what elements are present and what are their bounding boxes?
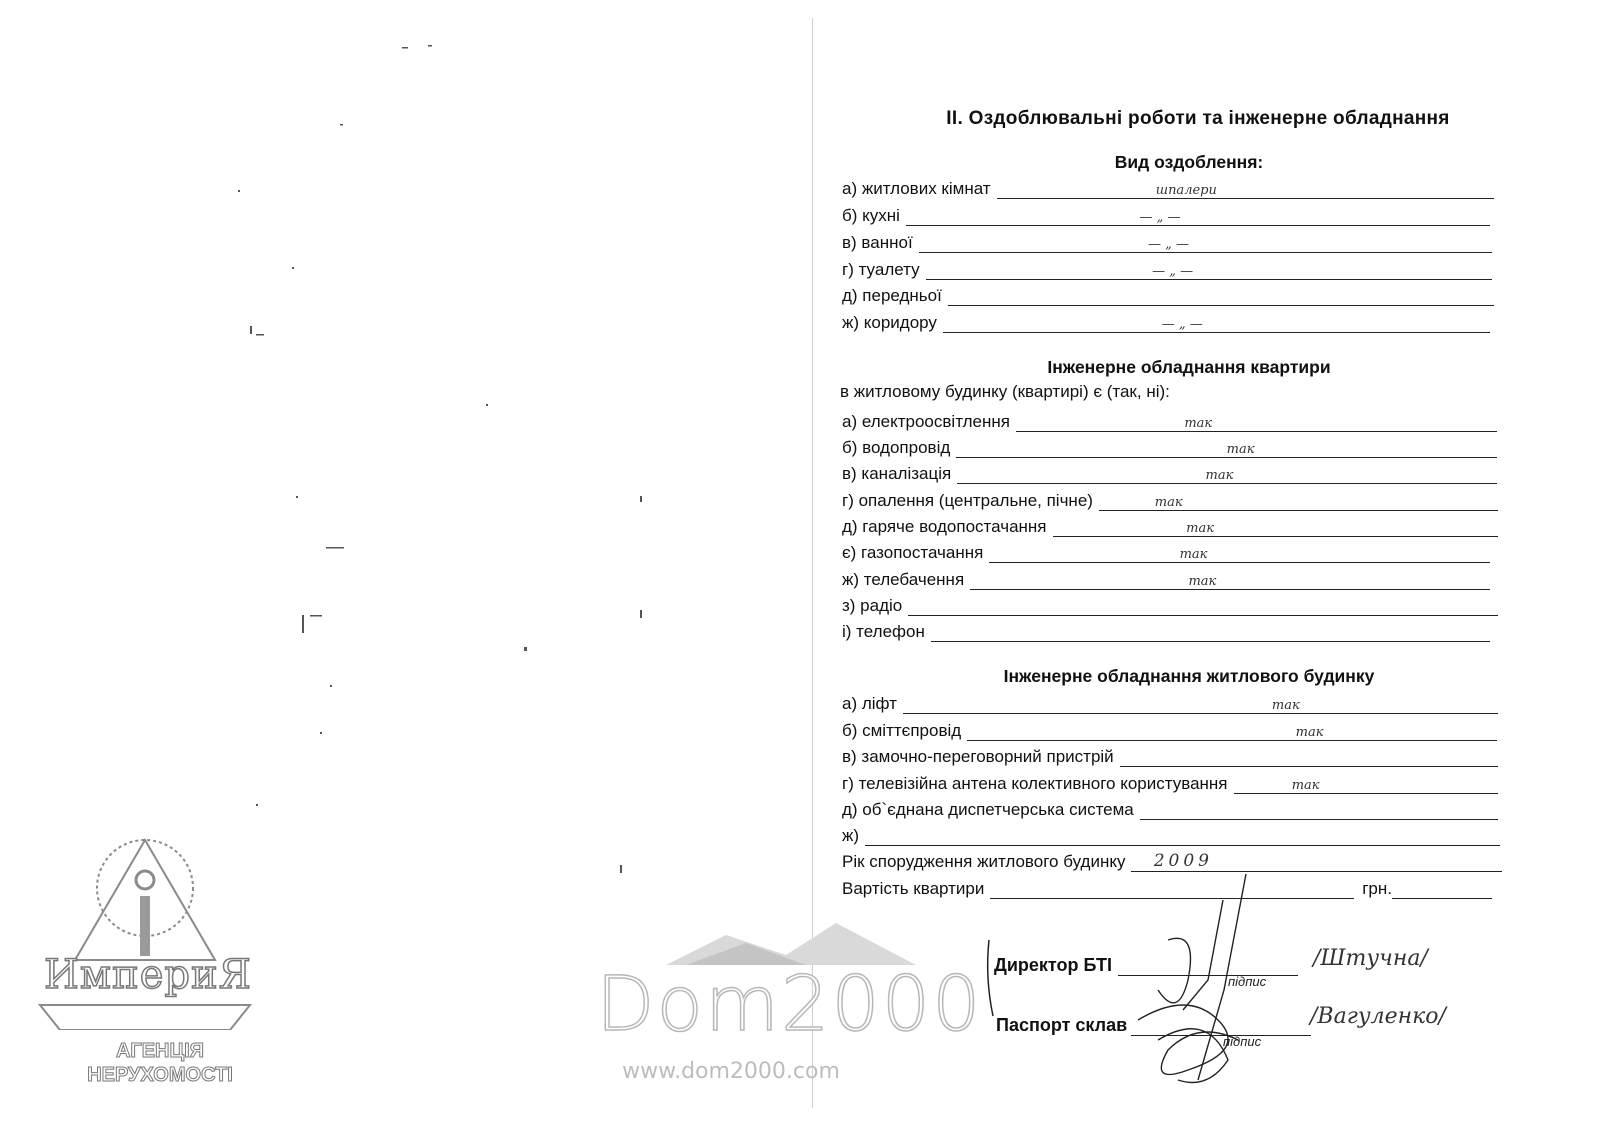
finish-label: ж) коридору	[842, 313, 937, 332]
building-equipment-row	[842, 796, 1498, 820]
director-name: /Штучна/	[1313, 946, 1428, 971]
finish-value: — „ —	[1139, 210, 1181, 225]
apartment-equipment-row	[842, 618, 1490, 642]
building-equipment-label: д) об`єднана диспетчерська система	[842, 800, 1134, 819]
finish-label: д) передньої	[842, 286, 942, 305]
section-title: II. Оздоблювальні роботи та інженерне обладнання	[946, 108, 1450, 129]
apartment-equipment-label: а) електроосвітлення	[842, 412, 1010, 431]
finish-label: б) кухні	[842, 206, 900, 225]
build-year-row	[842, 848, 1502, 872]
dom2000-brand: Dom2000	[596, 959, 983, 1048]
apartment-equipment-label: в) каналізація	[842, 464, 952, 483]
building-equipment-row	[842, 743, 1498, 767]
finish-value: — „ —	[1148, 237, 1189, 252]
finish-row	[842, 309, 1490, 333]
apartment-equipment-row	[842, 408, 1497, 432]
building-equipment-value: так	[1295, 725, 1324, 740]
apartment-equipment-label: є) газопостачання	[842, 543, 984, 562]
apartment-equipment-value: так	[1226, 442, 1255, 457]
apartment-equipment-value: так	[1188, 574, 1217, 589]
apartment-equipment-value: так	[1184, 416, 1213, 431]
apartment-equipment-row	[842, 487, 1498, 511]
imperia-triangle-icon	[30, 830, 260, 1030]
cost-label: Вартість квартири	[842, 879, 985, 898]
building-equipment-row	[842, 822, 1500, 846]
apartment-equipment-heading: Інженерне обладнання квартири	[1047, 357, 1331, 377]
finish-label: в) ванної	[842, 233, 913, 252]
apartment-equipment-label: д) гаряче водопостачання	[842, 517, 1047, 536]
apartment-equipment-row	[842, 460, 1497, 484]
imperia-logo-watermark	[30, 830, 260, 1100]
finish-value: — „ —	[1152, 264, 1194, 279]
finish-row	[842, 282, 1494, 306]
apartment-equipment-intro: в житловому будинку (квартирі) є (так, ні):	[840, 382, 1170, 401]
dom2000-url: www.dom2000.com	[622, 1059, 840, 1084]
building-equipment-label: а) ліфт	[842, 694, 897, 713]
building-equipment-value: так	[1291, 778, 1320, 793]
finish-label: г) туалету	[842, 260, 920, 279]
apartment-equipment-label: г) опалення (центральне, пічне)	[842, 491, 1093, 510]
apartment-equipment-label: б) водопровід	[842, 438, 951, 457]
building-equipment-row	[842, 690, 1498, 714]
finish-row	[842, 256, 1492, 280]
apartment-equipment-row	[842, 566, 1490, 590]
apartment-equipment-label: ж) телебачення	[842, 570, 965, 589]
finish-row	[842, 202, 1490, 226]
apartment-equipment-value: так	[1179, 547, 1208, 562]
finish-value: — „ —	[1161, 317, 1203, 332]
finish-label: а) житлових кімнат	[842, 179, 991, 198]
apartment-equipment-value: так	[1205, 468, 1234, 483]
compiler-name: /Вагуленко/	[1310, 1004, 1446, 1029]
finish-value: шпалери	[1155, 183, 1217, 198]
apartment-equipment-label: з) радіо	[842, 596, 903, 615]
finish-heading: Вид оздоблення:	[1114, 152, 1264, 172]
building-equipment-label: ж)	[842, 826, 860, 845]
building-equipment-label: в) замочно-переговорний пристрій	[842, 747, 1114, 766]
imperia-brand: ИмпериЯ	[44, 952, 252, 998]
apartment-equipment-value: так	[1154, 495, 1183, 510]
apartment-equipment-row	[842, 539, 1490, 563]
imperia-line1: АГЕНЦІЯ	[115, 1040, 205, 1062]
building-equipment-row	[842, 717, 1497, 741]
compiler-label: Паспорт склав	[996, 1015, 1128, 1035]
imperia-line2: НЕРУХОМОСТІ	[87, 1064, 233, 1086]
apartment-equipment-label: і) телефон	[842, 622, 925, 641]
apartment-equipment-row	[842, 592, 1498, 616]
finish-row	[842, 229, 1492, 253]
building-equipment-value: так	[1271, 698, 1300, 713]
compiler-sub: підпис	[1223, 1034, 1262, 1049]
dom2000-watermark	[596, 915, 983, 1095]
building-equipment-heading: Інженерне обладнання житлового будинку	[1003, 666, 1375, 686]
apartment-equipment-row	[842, 513, 1498, 537]
director-label: Директор БТІ	[994, 955, 1112, 975]
build-year-label: Рік спорудження житлового будинку	[842, 852, 1126, 871]
apartment-equipment-row	[842, 434, 1497, 458]
apartment-equipment-value: так	[1186, 521, 1214, 536]
building-equipment-label: б) сміттєпровід	[842, 721, 962, 740]
cost-unit: грн.	[1362, 879, 1392, 898]
director-sub: підпис	[1228, 974, 1267, 989]
building-equipment-row	[842, 770, 1498, 794]
signature-scribble-icon	[1128, 870, 1288, 1100]
finish-row	[842, 175, 1494, 199]
build-year-value: 2009	[1153, 851, 1213, 871]
building-equipment-label: г) телевізійна антена колективного користування	[842, 774, 1228, 793]
